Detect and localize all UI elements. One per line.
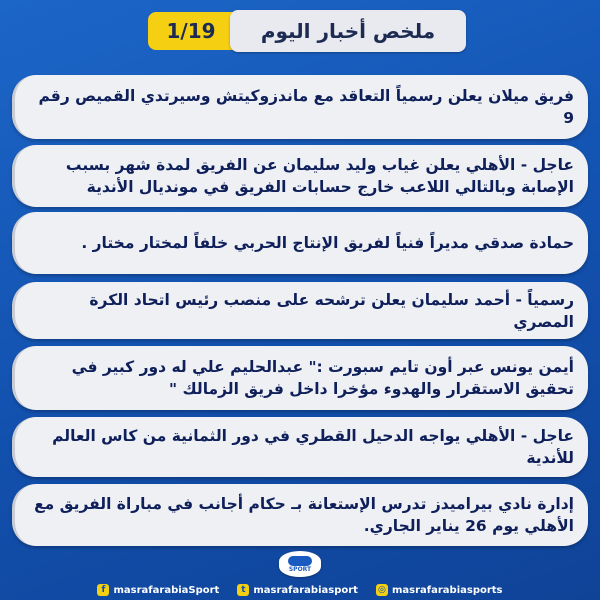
header-title: ملخص أخبار اليوم (230, 10, 466, 52)
news-card (12, 484, 588, 546)
header (148, 10, 466, 52)
footer (0, 548, 600, 600)
news-card (12, 282, 588, 339)
news-text: حمادة صدقي مديراً فنياً لفريق الإنتاج الحربي خلفاً لمختار مختار . (81, 234, 574, 252)
social-handle: masrafarabiasport (253, 584, 358, 596)
social-twitter[interactable] (237, 584, 358, 596)
news-card (12, 212, 588, 274)
logo-mark (288, 556, 312, 566)
news-text: رسمياً - أحمد سليمان يعلن ترشحه على منصب رئيس اتحاد الكرة المصري (89, 290, 574, 331)
facebook-icon: f (97, 584, 109, 596)
news-card (12, 145, 588, 207)
news-card (12, 417, 588, 477)
news-text: أيمن يونس عبر أون تايم سبورت :" عبدالحليم علي له دور كبير في تحقيق الاستقرار والهدوء مؤخرا داخل فريق الزمالك " (71, 358, 574, 398)
news-text: إدارة نادي بيراميدز تدرس الإستعانة بـ حكام أجانب في مباراة الفريق مع الأهلي يوم 26 يناير الجاري. (34, 495, 574, 535)
social-links (0, 582, 600, 598)
twitter-icon: t (237, 584, 249, 596)
news-text: عاجل - الأهلي يواجه الدحيل القطري في دور الثمانية من كاس العالم للأندية (52, 427, 574, 467)
news-card (12, 75, 588, 139)
header-date: 1/19 (148, 12, 234, 50)
social-facebook[interactable] (97, 584, 219, 596)
news-card (12, 346, 588, 410)
logo-text: SPORT (288, 565, 312, 573)
brand-logo (279, 551, 321, 577)
social-handle: masrafarabiasports (391, 584, 503, 596)
news-text: عاجل - الأهلي يعلن غياب وليد سليمان عن الفريق لمدة شهر بسبب الإصابة وبالتالي اللاعب خارج حسابات الفريق في مونديال الأندية (65, 156, 574, 196)
social-instagram[interactable] (376, 584, 503, 596)
social-handle: masrafarabiaSport (113, 584, 220, 596)
news-text: فريق ميلان يعلن رسمياً التعاقد مع ماندزوكيتش وسيرتدي القميص رقم 9 (38, 87, 574, 127)
instagram-icon: ◎ (376, 584, 388, 596)
